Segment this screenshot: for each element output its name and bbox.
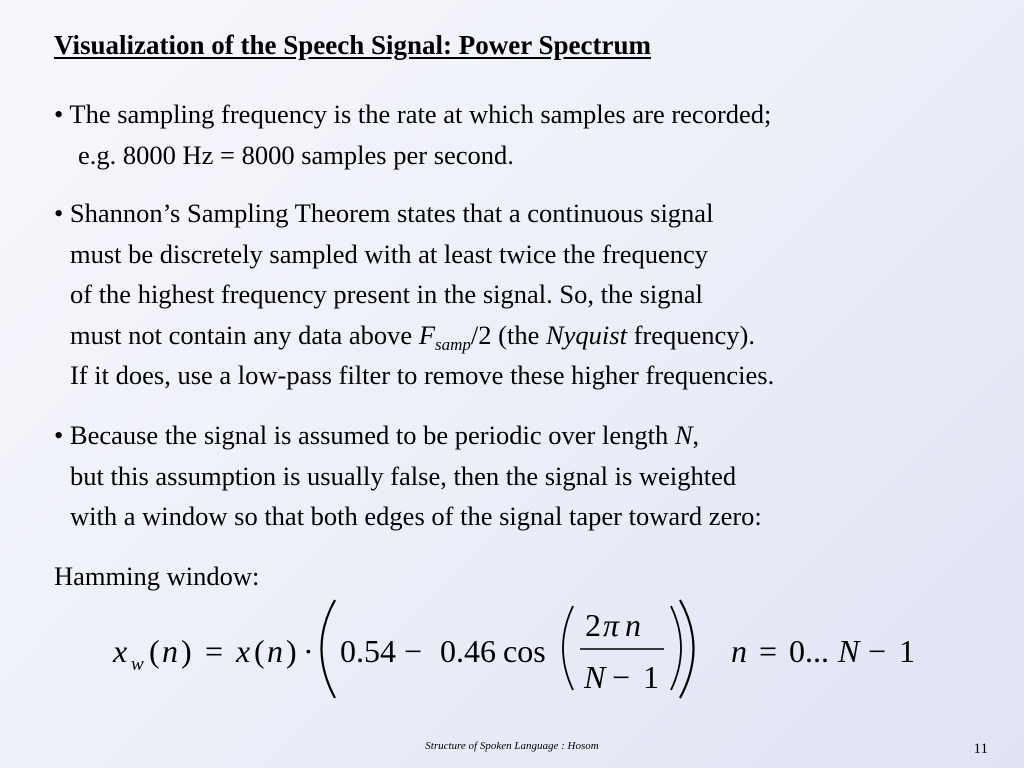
formula-numerator-n: n <box>625 607 641 643</box>
bullet-line: with a window so that both edges of the signal taper toward zero: <box>70 501 762 531</box>
bullet-line: must be discretely sampled with at least twice the frequency <box>70 238 708 269</box>
n-variable: N <box>674 420 693 450</box>
formula-minus: − <box>404 633 423 669</box>
formula-denominator-n: N <box>584 659 606 695</box>
formula-close-paren: ) <box>286 633 297 669</box>
bullet-line-nyquist <box>54 315 774 356</box>
bullet-shannon-theorem <box>54 193 774 396</box>
formula-big-close-paren <box>680 600 694 698</box>
formula-close-paren: ) <box>181 633 192 669</box>
formula-denominator-one: 1 <box>643 659 659 695</box>
bullet-line: If it does, use a low-pass filter to remove these higher frequencies. <box>70 360 775 390</box>
text-segment: , <box>692 420 700 450</box>
formula-x-symbol: x <box>236 633 251 669</box>
slide-title: Visualization of the Speech Signal: Power Spectrum <box>54 30 651 60</box>
bullet-line: • The sampling frequency is the rate at which samples are recorded; <box>54 99 772 129</box>
formula-range-n: n <box>731 633 747 669</box>
formula-w-subscript: w <box>131 654 144 675</box>
text-segment: frequency). <box>626 319 755 350</box>
formula-inner-open-paren <box>563 606 573 690</box>
text-segment: • Because the signal is assumed to be periodic over length <box>54 420 675 450</box>
formula-x-symbol: x <box>113 633 128 669</box>
formula-equals: = <box>205 633 224 669</box>
text-segment: /2 (the <box>470 319 546 350</box>
f-variable: F <box>418 319 436 350</box>
formula-dot-operator: · <box>303 633 314 669</box>
formula-n-symbol: n <box>162 633 178 669</box>
formula-inner-close-paren <box>671 606 681 690</box>
formula-minus: − <box>612 659 631 695</box>
formula-equals: = <box>759 633 778 669</box>
bullet-line: • Shannon’s Sampling Theorem states that a continuous signal <box>54 198 714 228</box>
bullet-line: e.g. 8000 Hz = 8000 samples per second. <box>78 139 514 170</box>
text-segment: must not contain any data above <box>70 319 419 350</box>
formula-range-start: 0... <box>789 633 829 669</box>
formula-n-symbol: n <box>267 633 283 669</box>
formula-big-open-paren <box>322 600 336 698</box>
bullet-line-length <box>54 415 762 456</box>
formula-numerator-two: 2 <box>585 607 601 643</box>
hamming-window-formula <box>0 590 1024 710</box>
formula-minus: − <box>868 633 887 669</box>
formula-open-paren: ( <box>149 633 160 669</box>
bullet-line: of the highest frequency present in the signal. So, the signal <box>70 279 703 309</box>
formula-cos: cos <box>503 633 546 669</box>
bullet-sampling-frequency <box>54 94 771 175</box>
bullet-line: but this assumption is usually false, then the signal is weighted <box>70 460 737 491</box>
page-number: 11 <box>973 741 988 757</box>
hamming-window-label: Hamming window: <box>54 561 260 591</box>
formula-range-n-upper: N <box>838 633 860 669</box>
nyquist-term: Nyquist <box>545 319 627 350</box>
bullet-periodic-assumption <box>54 415 762 537</box>
formula-pi-symbol: π <box>603 607 620 643</box>
slide-footer: Structure of Spoken Language : Hosom <box>425 740 599 752</box>
samp-subscript: samp <box>435 334 471 354</box>
formula-open-paren: ( <box>254 633 265 669</box>
formula-range-one: 1 <box>899 633 915 669</box>
formula-constant-054: 0.54 <box>340 633 396 669</box>
formula-constant-046: 0.46 <box>440 633 496 669</box>
